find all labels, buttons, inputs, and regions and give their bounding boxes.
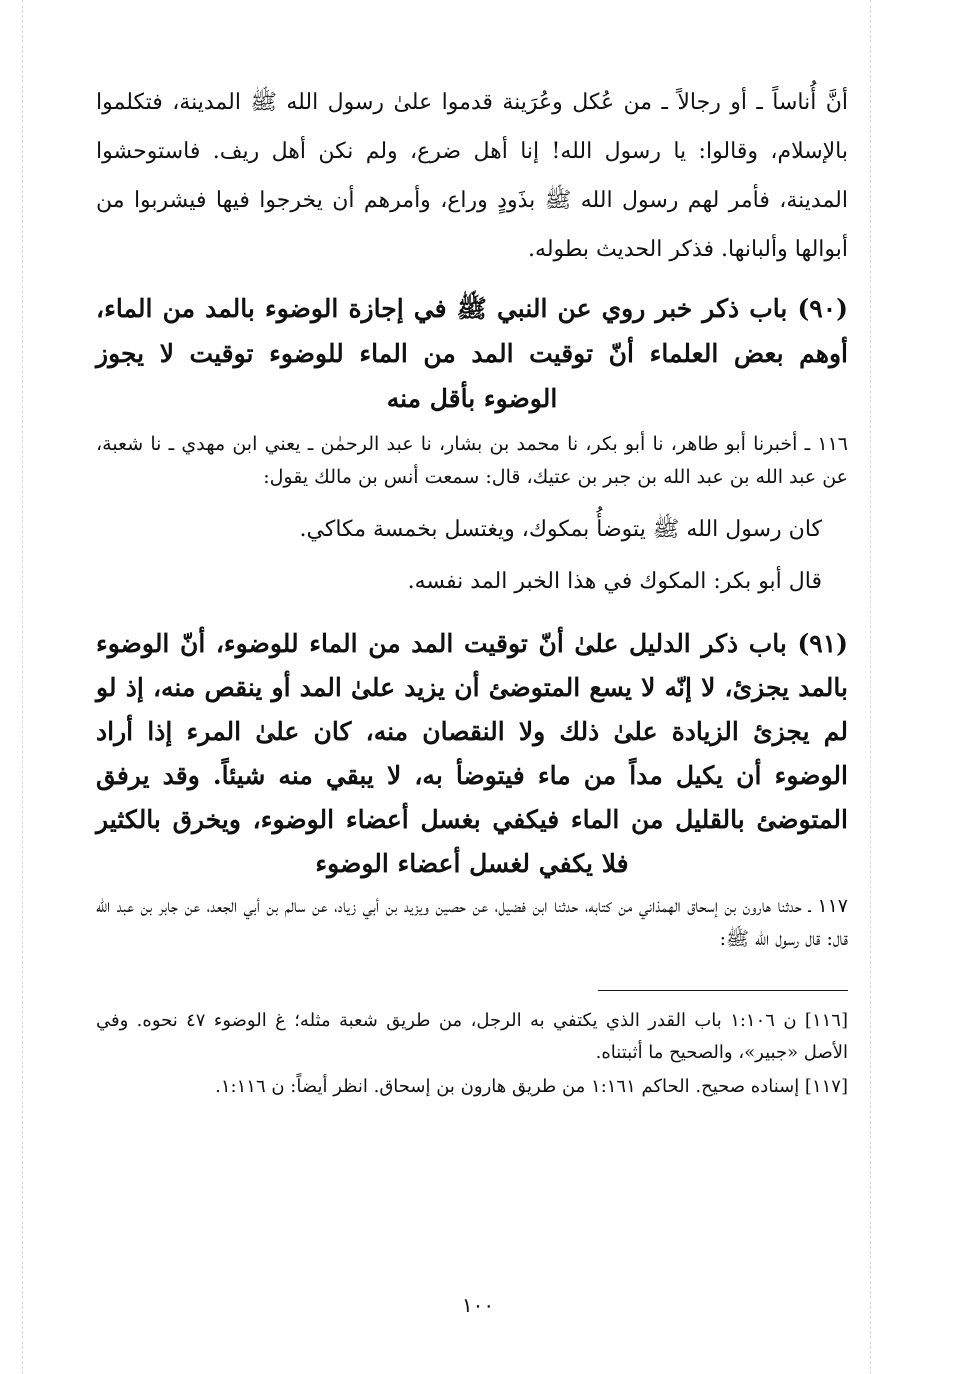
hadith-117-isnad: ١١٧ ـ حدثنا هارون بن إسحاق الهمذاني من كتابه، حدثنا ابن فضيل، عن حصين ويزيد بن أبي زياد، عن سالم بن أبي الجعد، عن جابر بن عبد الله قال: قال رسول الله ﷺ: bbox=[96, 895, 848, 950]
page-body bbox=[96, 78, 848, 1103]
intro-paragraph: أنَّ أُناساً ـ أو رجالاً ـ من عُكل وعُرَينة قدموا علىٰ رسول الله ﷺ المدينة، فتكلموا بالإسلام، وقالوا: يا رسول الله! إنا أهل ضرع، ولم نكن أهل ريف. فاستوحشوا المدينة، فأمر لهم رسول الله ﷺ بذَودٍ وراع، وأمرهم أن يخرجوا فيها فيشربوا من أبوالها وألبانها. فذكر الحديث بطوله. bbox=[96, 90, 848, 262]
hadith-116-comment: قال أبو بكر: المكوك في هذا الخبر المد نفسه. bbox=[407, 569, 822, 594]
guide-line-left bbox=[22, 0, 23, 1374]
footnote-separator bbox=[598, 990, 848, 991]
hadith-116-isnad: ١١٦ ـ أخبرنا أبو طاهر، نا أبو بكر، نا محمد بن بشار، نا عبد الرحمٰن ـ يعني ابن مهدي ـ نا شعبة، عن عبد الله بن عبد الله بن جبر بن عتيك، قال: سمعت أنس بن مالك يقول: bbox=[96, 433, 848, 488]
footnote-117: [١١٧] إسناده صحيح. الحاكم ١:١٦١ من طريق هارون بن إسحاق. انظر أيضاً: ن ١:١١٦. bbox=[215, 1076, 848, 1097]
hadith-116-matn: كان رسول الله ﷺ يتوضأُ بمكوك، ويغتسل بخمسة مكاكي. bbox=[299, 517, 822, 542]
page-number: ١٠٠ bbox=[461, 1293, 495, 1317]
chapter-91-heading: (٩١) باب ذكر الدليل علىٰ أنّ توقيت المد من الماء للوضوء، أنّ الوضوء بالمد يجزئ، لا إنّه لا يسع المتوضئ أن يزيد علىٰ المد أو ينقص منه، إذ لو لم يجزئ الزيادة علىٰ ذلك ولا النقصان منه، كان علىٰ المرء إذا أراد الوضوء أن يكيل مداً من ماء فيتوضأ به، لا يبقي منه شيئاً. وقد يرفق المتوضئ بالقليل من الماء فيكفي بغسل أعضاء الوضوء، ويخرق بالكثير فلا يكفي لغسل أعضاء الوضوء bbox=[96, 629, 848, 878]
guide-line-right bbox=[870, 0, 871, 1374]
footnote-116: [١١٦] ن ١:١٠٦ باب القدر الذي يكتفي به الرجل، من طريق شعبة مثله؛ غ الوضوء ٤٧ نحوه. وفي الأصل «جبير»، والصحيح ما أثبتناه. bbox=[96, 1010, 848, 1063]
chapter-90-heading: (٩٠) باب ذكر خبر روي عن النبي ﷺ في إجازة الوضوء بالمد من الماء، أوهم بعض العلماء أنّ توقيت المد من الماء للوضوء توقيت لا يجوز الوضوء بأقل منه bbox=[96, 294, 848, 413]
